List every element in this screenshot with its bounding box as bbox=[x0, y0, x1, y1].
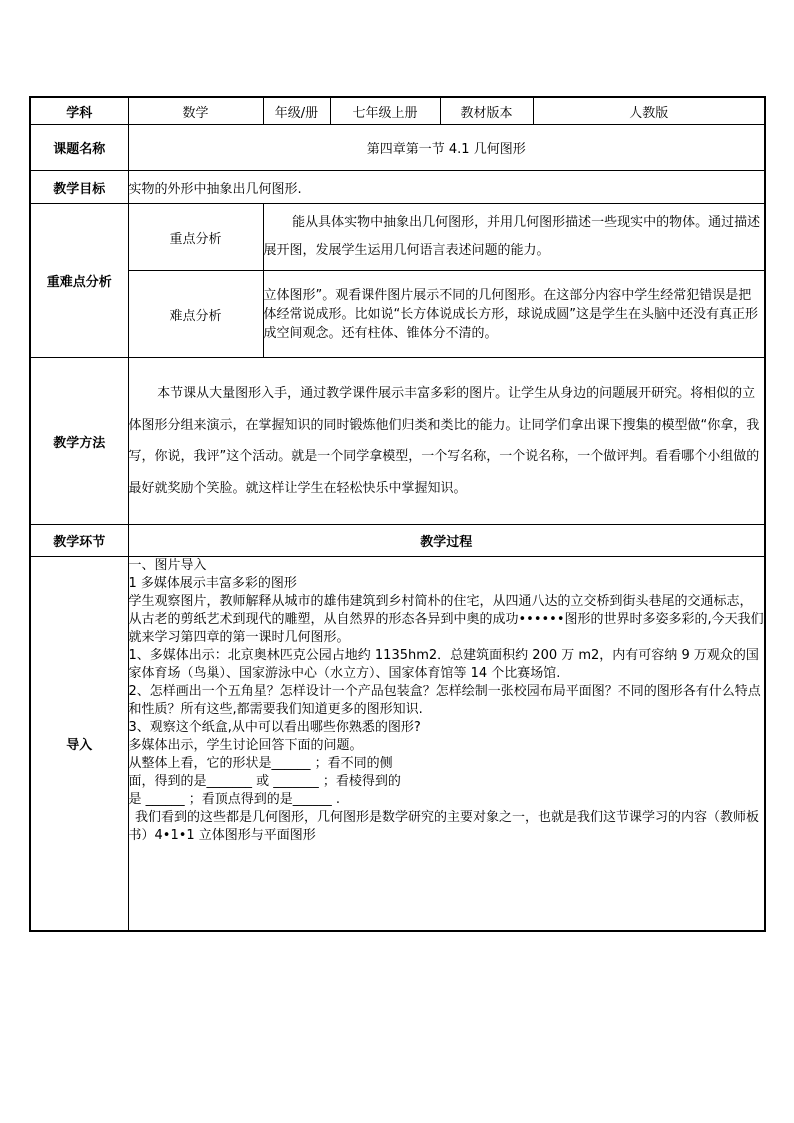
step-label: 教学环节 bbox=[30, 525, 128, 557]
intro-row bbox=[30, 557, 765, 932]
difficulty-text: 立体图形”。观看课件图片展示不同的几何图形。在这部分内容中学生经常犯错误是把体经常说成形。比如说“长方体说成长方形，球说成圆”这是学生在头脑中还没有真正形成空间观念。还有柱体、锥体分不清的。 bbox=[263, 271, 765, 358]
intro-content bbox=[128, 557, 765, 932]
process-heading: 教学过程 bbox=[128, 525, 765, 557]
key-text: 能从具体实物中抽象出几何图形，并用几何图形描述一些现实中的物体。通过描述展开图，发展学生运用几何语言表述问题的能力。 bbox=[263, 204, 765, 271]
analysis-label: 重难点分析 bbox=[30, 204, 128, 358]
key-label: 重点分析 bbox=[128, 204, 263, 271]
subject-label: 学科 bbox=[30, 97, 128, 125]
intro-line: 一、图片导入 bbox=[128, 558, 207, 573]
edition-label: 教材版本 bbox=[440, 97, 533, 125]
difficulty-label: 难点分析 bbox=[128, 271, 263, 358]
intro-line: 我们看到的这些都是几何图形，几何图形是数学研究的主要对象之一，也就是我们这节课学习的内容（教师板书）4•1•1 立体图形与平面图形 bbox=[128, 810, 760, 843]
key-analysis-row bbox=[30, 204, 765, 271]
edition-value: 人教版 bbox=[533, 97, 765, 125]
intro-line: 面，得到的是_______ 或 _______ ；看棱得到的 bbox=[128, 774, 401, 789]
goal-value: 实物的外形中抽象出几何图形. bbox=[128, 171, 765, 204]
intro-line: 3、观察这个纸盒,从中可以看出哪些你熟悉的图形? bbox=[128, 720, 421, 735]
goal-row bbox=[30, 171, 765, 204]
method-text: 本节课从大量图形入手，通过教学课件展示丰富多彩的图片。让学生从身边的问题展开研究。将相似的立体图形分组来演示，在掌握知识的同时锻炼他们归类和类比的能力。让同学们拿出课下搜集的模型做“你拿，我写，你说，我评”这个活动。就是一个同学拿模型，一个写名称，一个说名称，一个做评判。看看哪个小组做的最好就奖励个笑脸。就这样让学生在轻松快乐中掌握知识。 bbox=[128, 358, 765, 525]
goal-label: 教学目标 bbox=[30, 171, 128, 204]
method-label: 教学方法 bbox=[30, 358, 128, 525]
method-row bbox=[30, 358, 765, 525]
header-row bbox=[30, 97, 765, 125]
title-value: 第四章第一节 4.1 几何图形 bbox=[128, 125, 765, 171]
grade-value: 七年级上册 bbox=[330, 97, 440, 125]
subject-value: 数学 bbox=[128, 97, 263, 125]
lesson-plan-page bbox=[29, 96, 764, 932]
intro-line: 是 ______ ；看顶点得到的是______ . bbox=[128, 792, 341, 807]
intro-line: 1 多媒体展示丰富多彩的图形 bbox=[128, 576, 297, 591]
intro-line: 多媒体出示，学生讨论回答下面的问题。 bbox=[128, 738, 363, 753]
intro-line: 从整体上看，它的形状是______ ；看不同的侧 bbox=[128, 756, 393, 771]
step-row bbox=[30, 525, 765, 557]
intro-line: 2、怎样画出一个五角星？怎样设计一个产品包装盒？怎样绘制一张校园布局平面图？不同的图形各有什么特点和性质？所有这些,都需要我们知道更多的图形知识. bbox=[128, 684, 761, 717]
intro-label: 导入 bbox=[30, 557, 128, 932]
lesson-plan-table bbox=[29, 96, 766, 932]
difficulty-analysis-row bbox=[30, 271, 765, 358]
intro-line: 1、多媒体出示：北京奥林匹克公园占地约 1135hm2．总建筑面积约 200 万 m2，内有可容纳 9 万观众的国家体育场（鸟巢）、国家游泳中心（水立方）、国家体育馆等 14 个比赛场馆. bbox=[128, 648, 759, 681]
grade-label: 年级/册 bbox=[263, 97, 330, 125]
title-row bbox=[30, 125, 765, 171]
title-label: 课题名称 bbox=[30, 125, 128, 171]
intro-line: 学生观察图片，教师解释从城市的雄伟建筑到乡村简朴的住宅，从四通八达的立交桥到街头巷尾的交通标志，从古老的剪纸艺术到现代的雕塑，从自然界的形态各异到中奥的成功••••••图形的世界时多姿多彩的,今天我们就来学习第四章的第一课时几何图形。 bbox=[128, 594, 764, 645]
